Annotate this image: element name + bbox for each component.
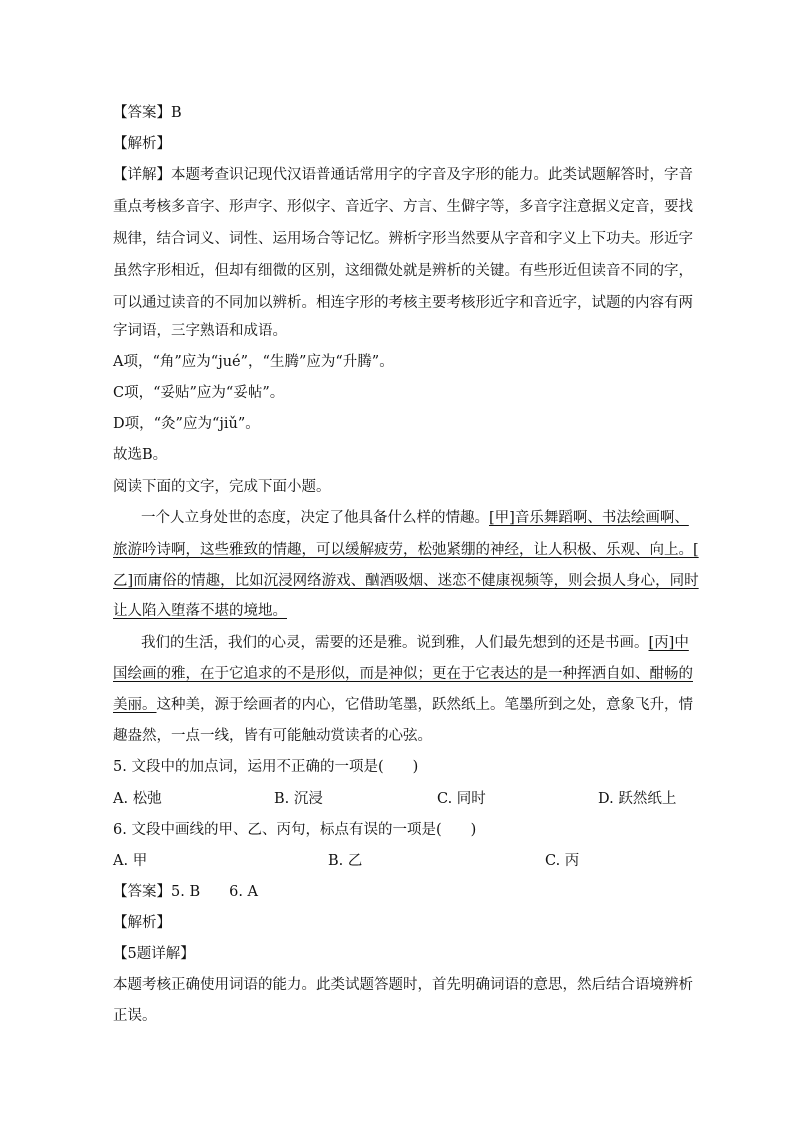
passage-text: 这种美，源于绘画者的内心，它借助笔墨，跃然纸上。笔墨所到之处，意象飞升，情 (156, 697, 693, 713)
passage1-line2 (113, 538, 699, 562)
question-6-stem: 6. 文段中画线的甲、乙、丙句，标点有误的一项是( ) (113, 822, 477, 838)
underlined-sentence-bing: 国绘画的雅，在于它追求的不是形似，而是神似；更在于它表达的是一种挥洒自如、酣畅的 (113, 666, 693, 682)
explanation-line: 本题考核正确使用词语的能力。此类试题答题时，首先明确词语的意思，然后结合语境辨析 (113, 977, 693, 993)
q5-option-b: B. 沉浸 (274, 791, 323, 807)
q5-option-d: D. 跃然纸上 (598, 791, 677, 807)
q6-option-b: B. 乙 (328, 853, 363, 869)
passage1-line1 (141, 506, 689, 530)
choice-statement: 故选B。 (113, 447, 168, 463)
underlined-sentence-yi: 乙]而庸俗的情趣，比如沉浸网络游戏、酗酒吸烟、迷恋不健康视频等，则会损人身心，同时 (113, 573, 699, 589)
detail-line: 可以通过读音的不同加以辨析。相连字形的考核主要考核形近字和音近字，试题的内容有两 (113, 295, 693, 311)
detail-line: 字词语，三字熟语和成语。 (113, 323, 287, 339)
detail-line: 【详解】本题考查识记现代汉语普通话常用字的字音及字形的能力。此类试题解答时，字音 (113, 167, 693, 183)
q6-option-c: C. 丙 (545, 853, 580, 869)
item-d: D项，“灸”应为“jiǔ”。 (113, 416, 260, 432)
passage-text: 一个人立身处世的态度，决定了他具备什么样的情趣。 (141, 510, 489, 526)
underlined-sentence-jia: 旅游吟诗啊，这些雅致的情趣，可以缓解疲劳，松弛紧绷的神经，让人积极、乐观、向上。 (113, 542, 693, 558)
question-5-stem: 5. 文段中的加点词，运用不正确的一项是( ) (113, 759, 419, 775)
passage2-line1 (141, 631, 689, 655)
answer-label: 【答案】5. B 6. A (113, 884, 259, 900)
passage2-line3 (113, 693, 693, 717)
q5-option-c: C. 同时 (437, 791, 486, 807)
item-a: A项，“角”应为“jué”，“生腾”应为“升腾”。 (113, 354, 394, 370)
explanation-line: 正误。 (113, 1008, 157, 1024)
question-5-detail-label: 【5题详解】 (113, 946, 195, 962)
passage-text: 趣盎然，一点一线，皆有可能触动赏读者的心弦。 (113, 728, 432, 744)
reading-intro: 阅读下面的文字，完成下面小题。 (113, 479, 331, 495)
underlined-sentence-jia: [甲]音乐舞蹈啊、书法绘画啊、 (489, 510, 689, 526)
underlined-sentence-bing: 美丽。 (113, 697, 157, 713)
q5-option-a: A. 松弛 (113, 791, 162, 807)
answer-label: 【答案】B (113, 105, 182, 121)
underlined-sentence-yi: [ (693, 542, 699, 558)
passage-text: 我们的生活，我们的心灵，需要的还是雅。说到雅，人们最先想到的还是书画。 (141, 635, 649, 651)
detail-line: 规律，结合词义、词性、运用场合等记忆。辨析字形当然要从字音和字义上下功夫。形近字 (113, 231, 693, 247)
q6-option-a: A. 甲 (113, 853, 148, 869)
analysis-label: 【解析】 (113, 915, 171, 931)
item-c: C项，“妥贴”应为“妥帖”。 (113, 385, 285, 401)
detail-line: 虽然字形相近，但却有细微的区别，这细微处就是辨析的关键。有些形近但读音不同的字， (113, 263, 693, 279)
detail-line: 重点考核多音字、形声字、形似字、音近字、方言、生僻字等，多音字注意据义定音，要找 (113, 199, 693, 215)
analysis-label: 【解析】 (113, 136, 171, 152)
underlined-sentence-yi: 让人陷入堕落不堪的境地。 (113, 603, 287, 619)
underlined-sentence-bing: [丙]中 (648, 635, 689, 651)
